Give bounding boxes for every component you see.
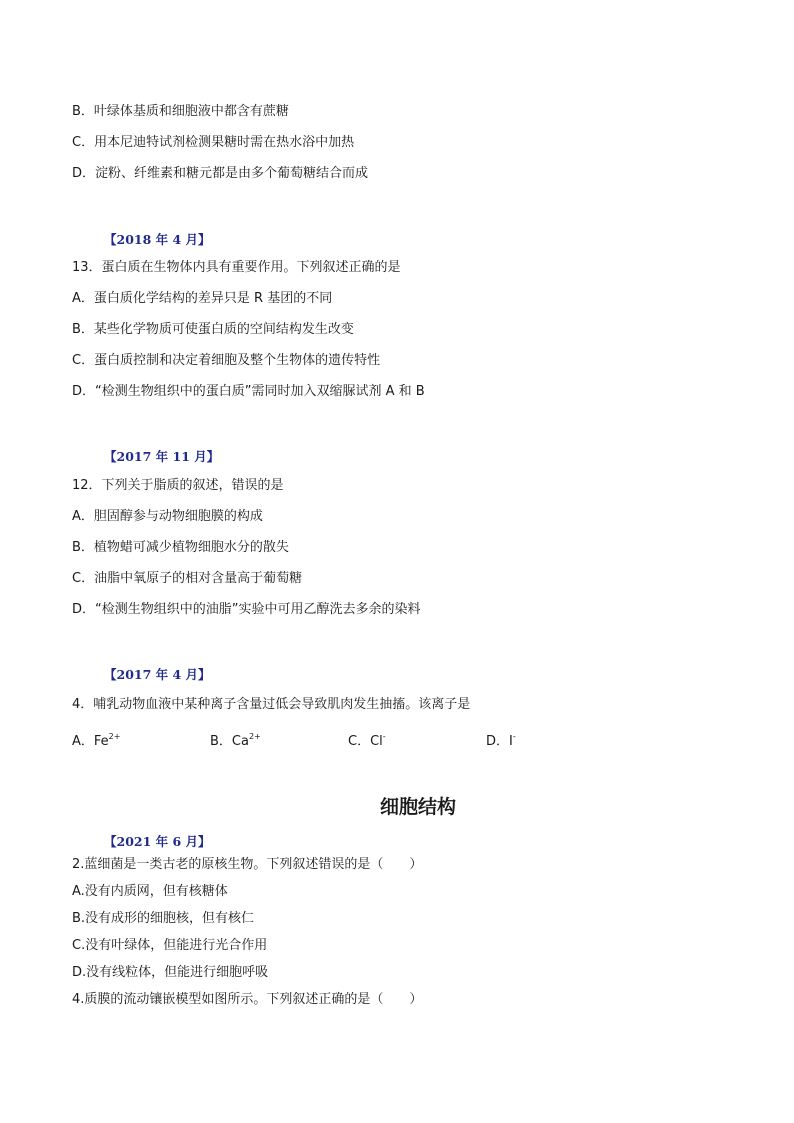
option-label: D． (486, 734, 510, 749)
option-c: C．油脂中氧原子的相对含量高于葡萄糖 (72, 571, 303, 586)
option-a: A．胆固醇参与动物细胞膜的构成 (72, 509, 263, 524)
question-13: 13．蛋白质在生物体内具有重要作用。下列叙述正确的是 (72, 260, 401, 275)
option-d: D.没有线粒体，但能进行细胞呼吸 (72, 965, 269, 980)
ion-symbol: Cl (370, 734, 383, 749)
option-a (72, 729, 120, 750)
section-title: 细胞结构 (379, 796, 456, 818)
option-label: C． (348, 734, 371, 749)
year-heading-2017-11: 【2017 年 11 月】 (104, 449, 220, 464)
option-b: B.没有成形的细胞核，但有核仁 (72, 911, 255, 926)
question-2: 2.蓝细菌是一类古老的原核生物。下列叙述错误的是（ ） (72, 857, 423, 872)
ion-charge: 2+ (108, 732, 121, 741)
ion-charge: 2+ (248, 732, 261, 741)
option-b: B．植物蜡可减少植物细胞水分的散失 (72, 540, 289, 555)
option-a: A.没有内质网，但有核糖体 (72, 884, 228, 899)
option-b (210, 729, 261, 750)
question-12: 12．下列关于脂质的叙述，错误的是 (72, 478, 284, 493)
option-d: D．“检测生物组织中的蛋白质”需同时加入双缩脲试剂 A 和 B (72, 384, 425, 399)
ion-symbol: Fe (93, 734, 109, 749)
option-a: A．蛋白质化学结构的差异只是 R 基团的不同 (72, 291, 333, 306)
year-heading-2018-4: 【2018 年 4 月】 (104, 232, 211, 247)
option-c: C．蛋白质控制和决定着细胞及整个生物体的遗传特性 (72, 353, 381, 368)
option-c: C．用本尼迪特试剂检测果糖时需在热水浴中加热 (72, 135, 355, 150)
ion-symbol: Ca (231, 734, 249, 749)
option-d (486, 729, 516, 750)
option-label: A． (72, 734, 94, 749)
ion-charge: - (512, 732, 516, 741)
option-c: C.没有叶绿体，但能进行光合作用 (72, 938, 268, 953)
year-heading-2021-6: 【2021 年 6 月】 (104, 834, 211, 849)
option-b: B．某些化学物质可使蛋白质的空间结构发生改变 (72, 322, 354, 337)
year-heading-2017-4: 【2017 年 4 月】 (104, 667, 211, 682)
option-b: B．叶绿体基质和细胞液中都含有蔗糖 (72, 104, 289, 119)
option-d: D．淀粉、纤维素和糖元都是由多个葡萄糖结合而成 (72, 166, 369, 181)
ion-symbol: I (509, 734, 513, 749)
question-4: 4.质膜的流动镶嵌模型如图所示。下列叙述正确的是（ ） (72, 992, 423, 1007)
option-label: B． (210, 734, 232, 749)
question-4: 4．哺乳动物血液中某种离子含量过低会导致肌肉发生抽搐。该离子是 (72, 697, 471, 712)
option-d: D．“检测生物组织中的油脂”实验中可用乙醇洗去多余的染料 (72, 602, 421, 617)
option-c (348, 729, 386, 750)
ion-charge: - (382, 732, 386, 741)
